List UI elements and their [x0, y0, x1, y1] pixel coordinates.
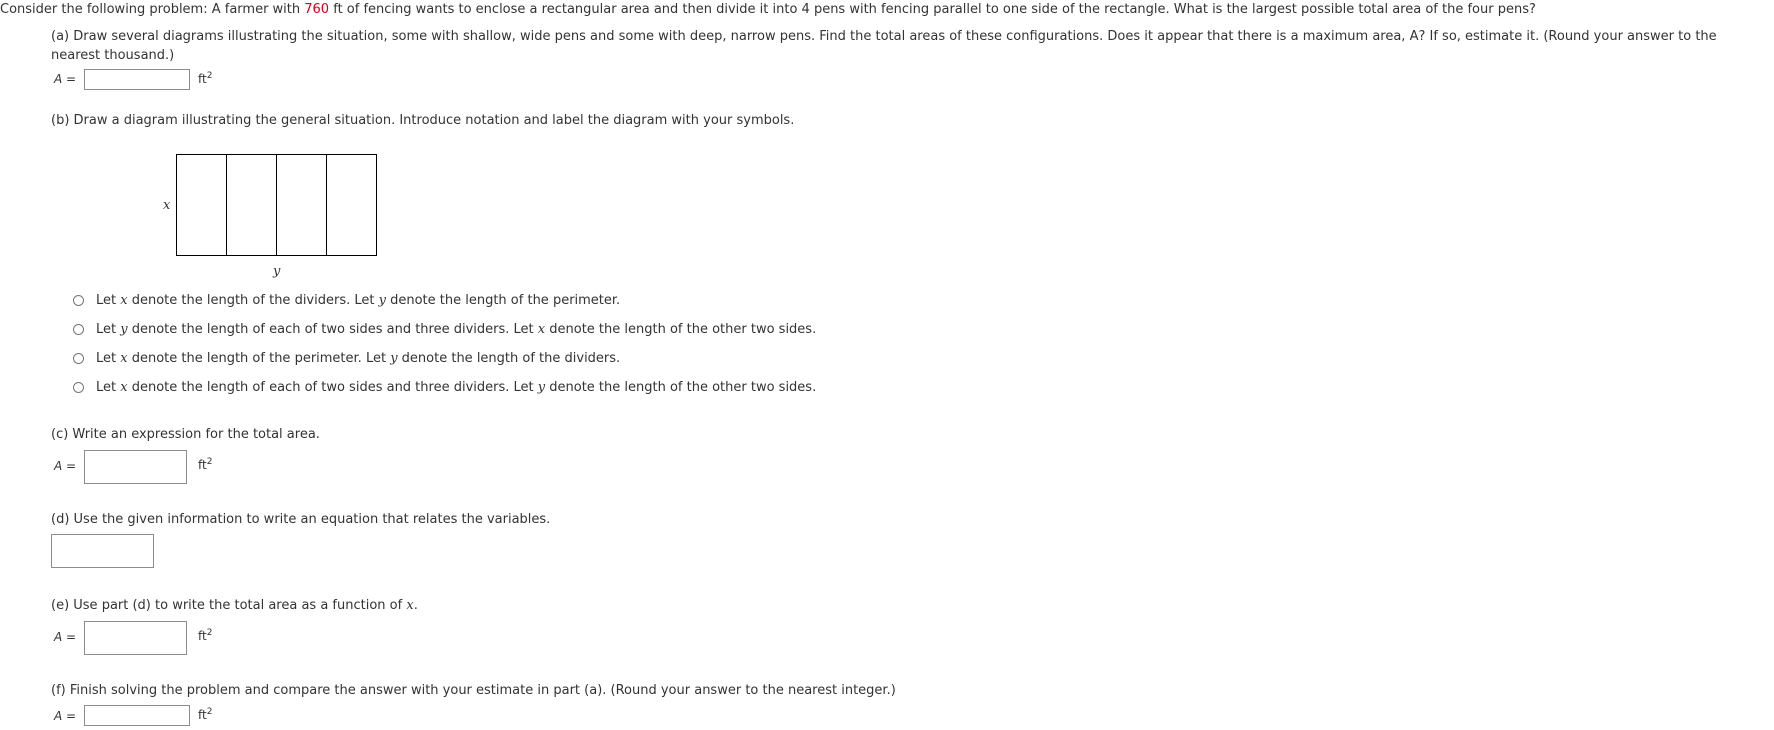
part-e-area-input[interactable] — [84, 621, 187, 655]
option-2-label[interactable]: Let y denote the length of each of two sides and three dividers. Let x denote the length of the other two sides. — [96, 322, 817, 337]
option-4-label[interactable]: Let x denote the length of each of two sides and three dividers. Let y denote the length of the other two sides. — [96, 380, 817, 395]
divider-line-3 — [326, 155, 327, 255]
radio-option-4[interactable] — [73, 382, 84, 393]
part-a-area-input[interactable] — [84, 69, 190, 90]
part-a-text-line1: (a) Draw several diagrams illustrating the situation, some with shallow, wide pens and some with deep, narrow pens. Find the total areas of these configurations. Does it appear that there is a maximum area, A? If so, estimate it. (Round your answer to the — [51, 29, 1717, 44]
problem-text-1: Consider the following problem: A farmer with — [0, 2, 305, 17]
part-c-text: (c) Write an expression for the total area. — [51, 427, 320, 442]
part-d-text: (d) Use the given information to write an equation that relates the variables. — [51, 512, 551, 527]
fence-amount: 760 — [304, 2, 330, 17]
part-c-label: A = — [54, 459, 77, 473]
option-1-label[interactable]: Let x denote the length of the dividers. Let y denote the length of the perimeter. — [96, 293, 621, 308]
part-a-unit: $ft^2$ — [198, 71, 213, 86]
diagram-y-label: y — [273, 264, 281, 279]
part-d-equation-input[interactable] — [51, 534, 154, 568]
radio-option-1[interactable] — [73, 295, 84, 306]
part-a-text-line2: nearest thousand.) — [51, 48, 175, 63]
part-f-text: (f) Finish solving the problem and compare the answer with your estimate in part (a). (Round your answer to the nearest integer.) — [51, 683, 896, 698]
pens-diagram — [176, 154, 377, 256]
part-e-text: (e) Use part (d) to write the total area as a function of x. — [51, 598, 418, 613]
part-f-label: A = — [54, 709, 77, 723]
radio-option-2[interactable] — [73, 324, 84, 335]
part-f-unit: $ft^2$ — [198, 707, 213, 722]
part-e-unit: $ft^2$ — [198, 628, 213, 643]
part-a-label: A = — [54, 72, 77, 86]
part-c-unit: $ft^2$ — [198, 457, 213, 472]
diagram-x-label: x — [163, 198, 171, 213]
option-3-label[interactable]: Let x denote the length of the perimeter. Let y denote the length of the dividers. — [96, 351, 621, 366]
part-c-area-input[interactable] — [84, 450, 187, 484]
divider-line-1 — [226, 155, 227, 255]
part-e-label: A = — [54, 630, 77, 644]
divider-line-2 — [276, 155, 277, 255]
part-b-text: (b) Draw a diagram illustrating the general situation. Introduce notation and label the diagram with your symbols. — [51, 113, 795, 128]
part-f-area-input[interactable] — [84, 705, 190, 726]
radio-option-3[interactable] — [73, 353, 84, 364]
problem-text-2: ft of fencing wants to enclose a rectangular area and then divide it into 4 pens with fencing parallel to one side of the rectangle. What is the largest possible total area of the four pens? — [329, 2, 1536, 17]
problem-statement — [0, 2, 1536, 17]
